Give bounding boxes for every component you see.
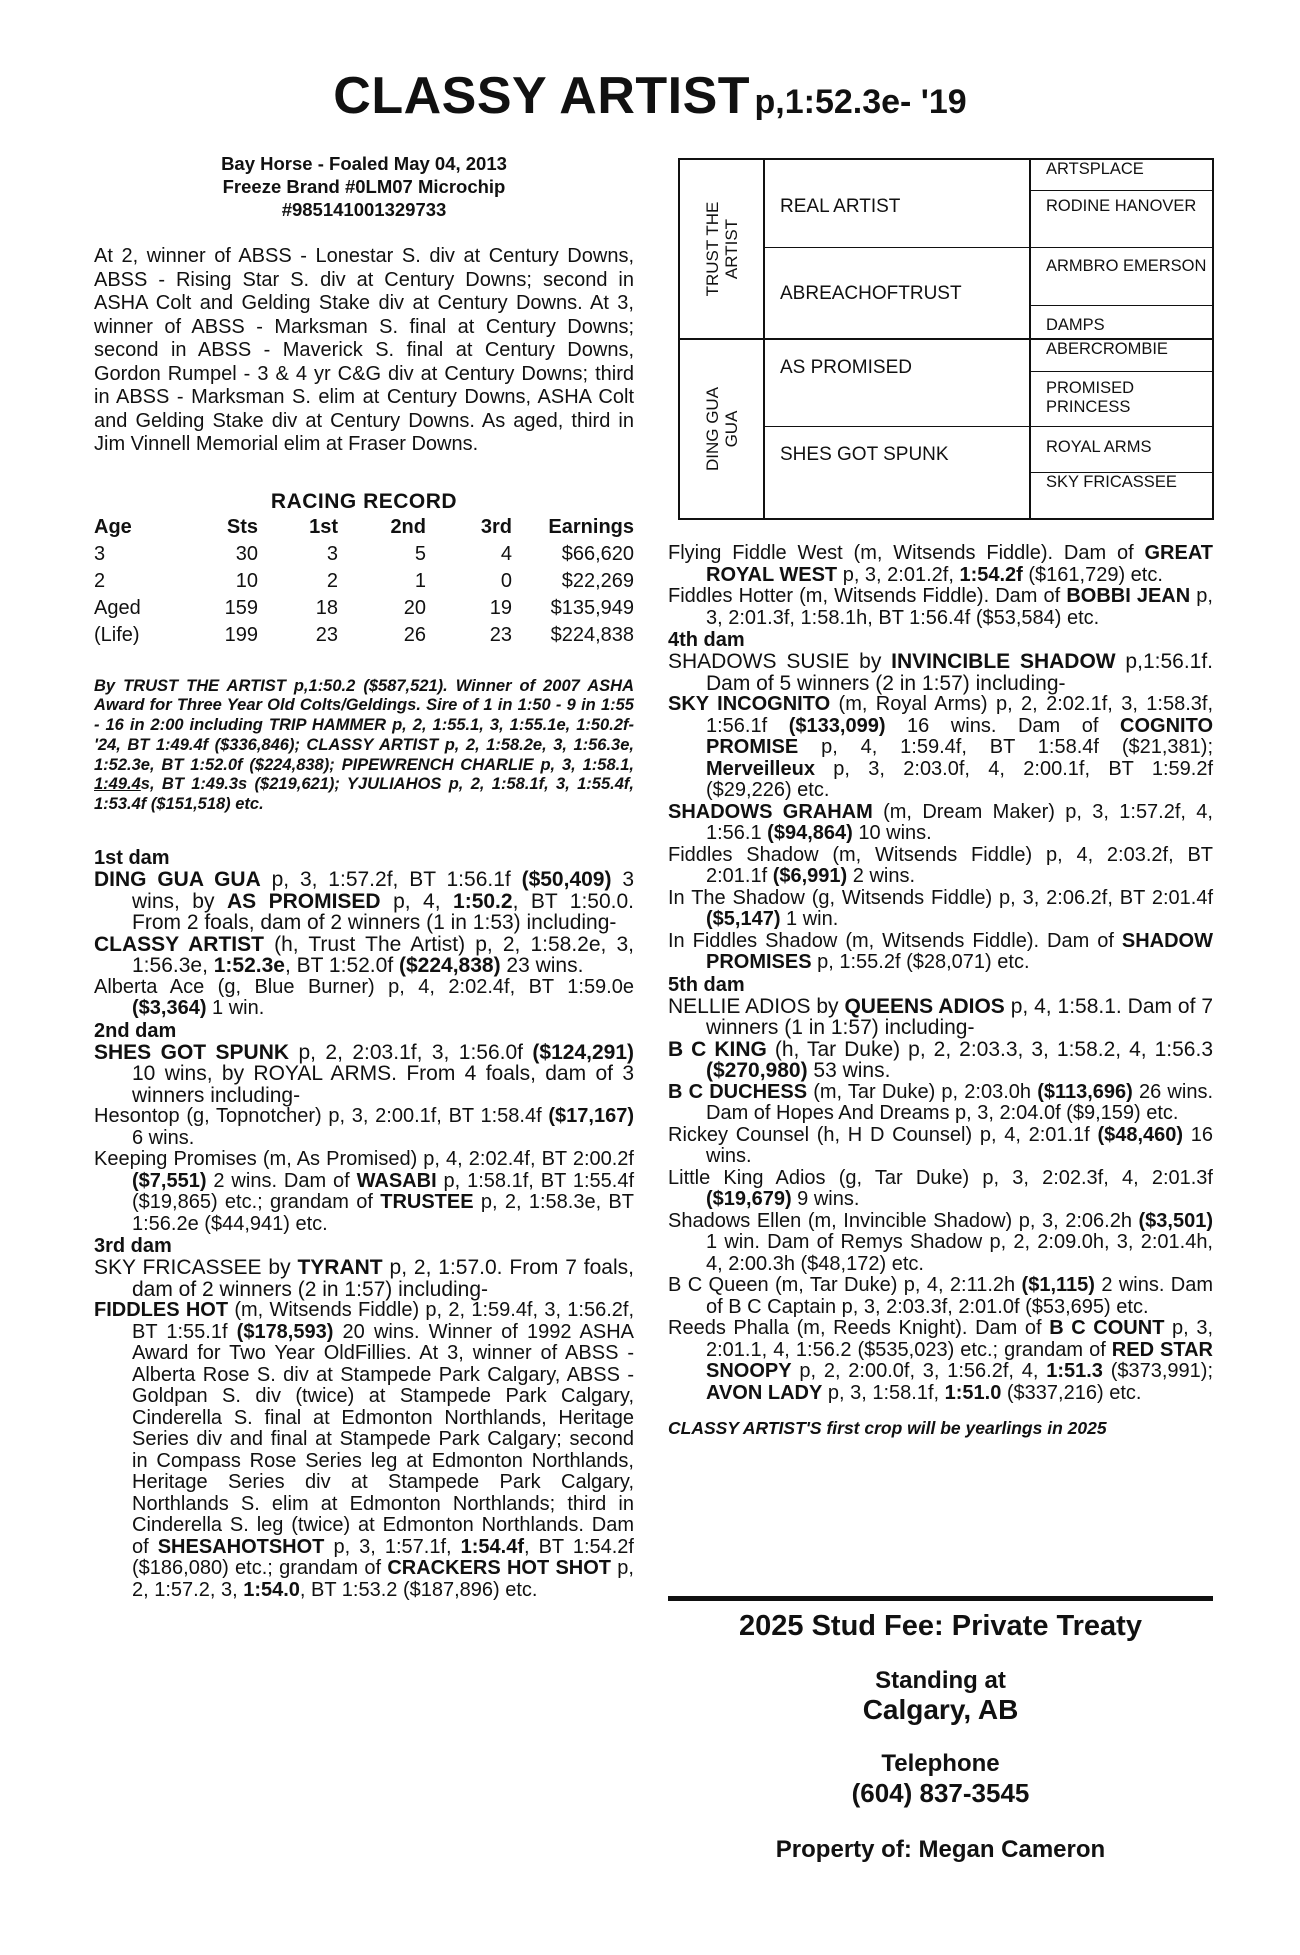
cell: 199 — [224, 623, 258, 646]
text: p, 3, 1:57.2f, BT 1:56.1f — [260, 868, 522, 892]
col-first: 1st — [309, 515, 338, 538]
cell: 3 — [94, 542, 106, 565]
dam-heading: 3rd dam — [94, 1235, 172, 1258]
text: ($337,216) etc. — [1001, 1381, 1142, 1404]
pedigree-sire: TRUST THE ARTIST — [703, 201, 741, 297]
horse-name: CLASSY ARTIST — [333, 67, 751, 125]
text: p, 4, 1:59.4f, BT 1:58.4f ($21,381); — [798, 736, 1213, 758]
foal-entry — [94, 1300, 634, 1601]
pedigree-g4-cell — [765, 427, 1031, 518]
cell: 2 — [326, 569, 338, 592]
foal-name: CLASSY ARTIST — [94, 932, 264, 956]
text: p, 3, 2:01.3f, 1:58.1h, BT 1:56.4f ($53,584) etc. — [706, 585, 1213, 629]
foal-name: FIDDLES HOT — [94, 1299, 229, 1322]
dam-entry — [94, 1257, 634, 1300]
text: 9 wins. — [791, 1188, 860, 1210]
pedigree-gg-cell — [1031, 248, 1212, 306]
cell: 18 — [315, 596, 338, 619]
pedigree-gg-name: SKY FRICASSEE — [1046, 473, 1177, 491]
earnings: ($17,167) — [548, 1105, 634, 1128]
sire-summary — [94, 677, 634, 816]
cell: Aged — [94, 596, 141, 619]
col-earnings: Earnings — [548, 515, 634, 538]
cell: 2 — [94, 569, 106, 592]
earnings: ($133,099) — [788, 714, 886, 737]
telephone-number: (604) 837-3545 — [851, 1778, 1030, 1808]
foal-entry — [668, 1082, 1213, 1125]
cell: $22,269 — [561, 569, 634, 592]
standing-label: Standing at — [875, 1667, 1006, 1694]
text: p, 2, 2:00.0f, 3, 1:56.2f, 4, — [791, 1360, 1047, 1382]
text: p, 1:55.2f ($28,071) etc. — [811, 951, 1030, 973]
dam-heading: 1st dam — [94, 847, 170, 870]
pedigree-g2-cell — [765, 248, 1031, 340]
pedigree-gg-name: ABERCROMBIE — [1046, 340, 1168, 358]
table-row — [94, 595, 634, 622]
offspring-name: B C COUNT — [1049, 1317, 1165, 1339]
pedigree-dam: DING GUA GUA — [703, 386, 741, 472]
right-column — [668, 543, 1213, 1439]
text: (m, Royal Arms) p, 2, 2:02.1f, 3, 1:58.3f, 1:56.1f — [706, 693, 1214, 737]
earnings: ($6,991) — [772, 865, 848, 887]
dam-heading: 4th dam — [668, 629, 745, 651]
fast-time: 1:54.2f — [959, 563, 1023, 586]
text: , BT 1:54.2f ($186,080) etc.; grandam of — [132, 1535, 634, 1580]
foal-name: SKY INCOGNITO — [668, 693, 831, 715]
fast-time: 1:52.3e — [213, 954, 285, 978]
text: , BT 1:52.0f — [284, 954, 399, 978]
earnings: ($5,147) — [706, 908, 781, 930]
fast-time: 1:51.3 — [1046, 1360, 1103, 1382]
foal-entry — [668, 888, 1213, 931]
text: 2 wins. — [847, 865, 916, 887]
cell: $135,949 — [550, 596, 634, 619]
foal-entry — [668, 1125, 1213, 1168]
fast-time: 1:51.0 — [944, 1381, 1002, 1404]
pedigree-gg-name: ARMBRO EMERSON — [1046, 257, 1207, 275]
offspring-name: BOBBI JEAN — [1066, 585, 1191, 607]
text: p, 3, 2:01.1, 4, 1:56.2 ($535,023) etc.; grandam of — [706, 1317, 1213, 1361]
text: Fiddles Shadow (m, Witsends Fiddle) p, 4, 2:03.2f, BT 2:01.1f — [668, 843, 1213, 887]
foal-entry — [668, 802, 1213, 845]
earnings: ($1,115) — [1021, 1274, 1095, 1296]
earnings: ($178,593) — [236, 1320, 334, 1343]
offspring-name: COGNITO PROMISE — [706, 714, 1213, 758]
earnings: ($124,291) — [532, 1040, 634, 1064]
offspring-name: WASABI — [356, 1169, 437, 1192]
text: p, 3, 2:01.2f, — [837, 563, 960, 586]
foal-entry — [94, 934, 634, 977]
race-summary: At 2, winner of ABSS - Lonestar S. div at Century Downs, ABSS - Rising Star S. div at Century Downs; second in ASHA Colt and Gelding Stake div at Century Downs. At 3, winner of ABSS - Marksman S. final at Century Downs; second in ABSS - Maverick S. final at Century Downs, Gordon Rumpel - 3 & 4 yr C&G div at Century Downs; third in ABSS - Marksman S. elim at Century Downs, ASHA Colt and Gelding Stake div at Century Downs. As aged, third in Jim Vinnell Memorial elim at Fraser Downs. — [94, 245, 634, 455]
col-starts: Sts — [226, 515, 258, 538]
pedigree-grandsire-1: REAL ARTIST — [780, 196, 901, 217]
foal-entry — [668, 1211, 1213, 1276]
cell: (Life) — [94, 623, 140, 646]
earnings: ($7,551) — [132, 1169, 207, 1192]
freeze-brand: Freeze Brand #0LM07 Microchip — [222, 176, 506, 197]
cell: 4 — [500, 542, 512, 565]
text: p,1:56.1f. Dam of 5 winners (2 in 1:57) including- — [706, 650, 1214, 695]
cell: 0 — [500, 569, 512, 592]
offspring-name: SHESAHOTSHOT — [157, 1535, 325, 1558]
foal-entry — [668, 1039, 1213, 1082]
earnings: ($94,864) — [767, 822, 853, 844]
text: 10 wins. — [852, 822, 932, 844]
dam-heading: 5th dam — [668, 973, 745, 996]
cell: 26 — [403, 623, 426, 646]
pedigree-grandsire-2: AS PROMISED — [780, 357, 912, 378]
text: 1 win. Dam of Remys Shadow p, 2, 2:09.0h, 3, 2:01.4h, 4, 2:00.3h ($48,172) etc. — [706, 1231, 1213, 1275]
table-row — [94, 568, 634, 595]
sire-underlined-time: 1:49.4 — [94, 775, 141, 794]
text: , BT 1:53.2 ($187,896) etc. — [299, 1578, 538, 1601]
foal-name: B C DUCHESS — [668, 1080, 808, 1103]
text: 1 win. — [780, 908, 839, 930]
text: SHADOWS SUSIE by — [668, 650, 892, 673]
col-age: Age — [94, 515, 132, 538]
dam-heading: 2nd dam — [94, 1019, 177, 1042]
telephone-label: Telephone — [881, 1750, 1000, 1777]
pedigree-gg-name: ROYAL ARMS — [1046, 438, 1152, 456]
standing-location: Calgary, AB — [862, 1694, 1019, 1725]
table-row — [94, 541, 634, 568]
text: Reeds Phalla (m, Reeds Knight). Dam of — [668, 1317, 1050, 1339]
text: (h, Tar Duke) p, 2, 2:03.3, 3, 1:58.2, 4, 1:56.3 — [766, 1037, 1213, 1061]
foal-entry — [668, 1275, 1213, 1318]
text: Hesontop (g, Topnotcher) p, 3, 2:00.1f, BT 1:58.4f — [94, 1105, 549, 1128]
text: 2 wins. Dam of B C Captain p, 3, 2:03.3f, 2:01.0f ($53,695) etc. — [706, 1274, 1214, 1318]
foal-entry — [668, 1168, 1213, 1211]
text: NELLIE ADIOS by — [668, 994, 845, 1018]
text: (h, Trust The Artist) p, 2, 1:58.2e, 3, 1:56.3e, — [132, 932, 634, 978]
text: 2 wins. Dam of — [206, 1169, 357, 1192]
pedigree-gg-cell — [1031, 306, 1212, 340]
text: 16 wins. — [706, 1123, 1214, 1167]
foal-entry — [94, 1106, 634, 1149]
foal-entry — [668, 1318, 1213, 1404]
cell: 3 — [326, 542, 338, 565]
text: p, 3, 2:03.0f, 4, 2:00.1f, BT 1:59.2f ($29,226) etc. — [706, 757, 1213, 801]
cell: 159 — [224, 596, 258, 619]
earnings: ($224,838) — [398, 954, 501, 978]
earnings: ($3,364) — [132, 997, 207, 1020]
pedigree-dam-cell — [680, 340, 765, 518]
col-second: 2nd — [390, 515, 426, 538]
offspring-name: GREAT ROYAL WEST — [706, 542, 1213, 586]
text: p, 3, 1:58.1f, — [822, 1381, 945, 1404]
pedigree-gg-cell — [1031, 340, 1212, 372]
text: In The Shadow (g, Witsends Fiddle) p, 3, 2:06.2f, BT 2:01.4f — [668, 886, 1213, 909]
earnings: ($3,501) — [1138, 1209, 1213, 1232]
pedigree-g1-cell — [765, 160, 1031, 248]
pedigree-chart — [678, 158, 1214, 520]
racing-record-title: RACING RECORD — [270, 489, 458, 513]
dam-section-1 — [94, 847, 634, 1601]
cell: 10 — [235, 569, 258, 592]
cell: 5 — [414, 542, 426, 565]
pedigree-gg-cell — [1031, 427, 1212, 473]
sire-name: INVINCIBLE SHADOW — [891, 650, 1116, 673]
foal-entry — [668, 694, 1213, 802]
text: ($161,729) etc. — [1022, 563, 1163, 586]
text: 26 wins. Dam of Hopes And Dreams p, 3, 2:04.0f ($9,159) etc. — [706, 1080, 1213, 1124]
cell: $224,838 — [550, 623, 634, 646]
text: p, 3, 1:57.1f, — [324, 1535, 461, 1558]
foal-name: B C KING — [668, 1037, 767, 1061]
foal-entry — [668, 845, 1213, 888]
horse-record: p,1:52.3e- '19 — [754, 83, 967, 121]
owner: Property of: Megan Cameron — [775, 1836, 1106, 1863]
text: Flying Fiddle West (m, Witsends Fiddle). Dam of — [668, 542, 1145, 564]
dam-entry — [94, 869, 634, 934]
dam-entry — [94, 1042, 634, 1107]
pedigree-sire-cell — [680, 160, 765, 340]
fast-time: 1:54.4f — [460, 1535, 524, 1558]
dam-name: DING GUA GUA — [94, 868, 261, 892]
text: p, 2, 2:03.1f, 3, 1:56.0f — [289, 1040, 533, 1064]
foal-entry — [668, 543, 1213, 586]
cell: $66,620 — [561, 542, 634, 565]
text: 1 win. — [206, 997, 265, 1020]
racing-record-table — [94, 514, 634, 649]
col-third: 3rd — [480, 515, 512, 538]
cell: 1 — [414, 569, 426, 592]
pedigree-gg-cell — [1031, 372, 1212, 427]
offspring-name: RED STAR SNOOPY — [706, 1338, 1213, 1382]
text: 6 wins. — [132, 1126, 195, 1149]
sire-name: TYRANT — [297, 1256, 383, 1280]
text: 53 wins. — [807, 1059, 891, 1082]
sire-text-cont: s, BT 1:49.3s ($219,621); YJULIAHOS p, 2, 1:58.1f, 3, 1:55.4f, 1:53.4f ($151,518) etc. — [94, 775, 634, 814]
pedigree-g3-cell — [765, 340, 1031, 427]
racing-record-header — [94, 514, 634, 541]
text: p, 2, 1:57.2, 3, — [132, 1557, 634, 1601]
sire-text: By TRUST THE ARTIST p,1:50.2 ($587,521). Winner of 2007 ASHA Award for Three Year Old Colts/Geldings. Sire of 1 in 1:50 - 9 in 1:55 - 16 in 2:00 including TRIP HAMMER p, 2, 1:55.1, 3, 1:55.1e, 1:50.2f- '24, BT 1:49.4f ($336,846); CLASSY ARTIST p, 2, 1:58.2e, 3, 1:56.3e, 1:52.3e, BT 1:52.0f ($224,838); PIPEWRENCH CHARLIE p, 3, 1:58.1, — [94, 676, 634, 774]
text: Keeping Promises (m, As Promised) p, 4, 2:02.4f, BT 2:00.2f — [94, 1148, 634, 1171]
text: (m, Dream Maker) p, 3, 1:57.2f, 4, 1:56.1 — [706, 800, 1213, 844]
fast-time: 1:54.0 — [243, 1578, 300, 1601]
dam-entry — [668, 651, 1213, 694]
pedigree-gg-name: PROMISED PRINCESS — [1046, 379, 1135, 416]
text: SKY FRICASSEE by — [94, 1256, 298, 1280]
left-column — [94, 152, 634, 1601]
dam-name: SHES GOT SPUNK — [94, 1040, 290, 1064]
cell: 23 — [489, 623, 512, 646]
table-row — [94, 622, 634, 649]
offspring-name: SHADOW PROMISES — [706, 929, 1213, 973]
fast-time: 1:50.2 — [453, 889, 513, 913]
text: p, 2, 1:57.0. From 7 foals, dam of 2 winners (2 in 1:57) including- — [132, 1256, 634, 1301]
offspring-name: Merveilleux — [706, 757, 815, 780]
earnings: ($50,409) — [521, 868, 612, 892]
text: Little King Adios (g, Tar Duke) p, 3, 2:02.3f, 4, 2:01.3f — [668, 1166, 1213, 1189]
pedigree-gg-cell — [1031, 160, 1212, 191]
pedigree-gg-name: DAMPS — [1046, 316, 1105, 334]
earnings: ($113,696) — [1037, 1080, 1133, 1103]
offspring-name: AVON LADY — [706, 1381, 823, 1404]
foaling-info: Bay Horse - Foaled May 04, 2013 — [221, 153, 507, 174]
text: (m, Tar Duke) p, 2:03.0h — [807, 1080, 1038, 1103]
microchip: #985141001329733 — [281, 199, 447, 220]
stud-fee: 2025 Stud Fee: Private Treaty — [739, 1610, 1142, 1642]
foal-entry — [668, 931, 1213, 974]
text: Shadows Ellen (m, Invincible Shadow) p, 3, 2:06.2h — [668, 1209, 1139, 1232]
cell: 19 — [489, 596, 512, 619]
cell: 20 — [403, 596, 426, 619]
text: Fiddles Hotter (m, Witsends Fiddle). Dam of — [668, 585, 1067, 607]
cell: 23 — [315, 623, 338, 646]
text: In Fiddles Shadow (m, Witsends Fiddle). Dam of — [668, 929, 1122, 952]
text: (m, Witsends Fiddle) p, 2, 1:59.4f, 3, 1:56.2f, BT 1:55.1f — [132, 1299, 634, 1343]
pedigree-gg-cell — [1031, 191, 1212, 248]
text: , BT 1:50.0. From 2 foals, dam of 2 winners (1 in 1:53) including- — [132, 889, 634, 935]
offspring-name: CRACKERS HOT SHOT — [387, 1557, 612, 1580]
text: 16 wins. Dam of — [885, 714, 1121, 737]
stud-info — [668, 1610, 1213, 1864]
text: 10 wins, by ROYAL ARMS. From 4 foals, dam of 3 winners including- — [132, 1062, 634, 1107]
text: B C Queen (m, Tar Duke) p, 4, 2:11.2h — [668, 1274, 1022, 1296]
text: Alberta Ace (g, Blue Burner) p, 4, 2:02.4f, BT 1:59.0e — [94, 975, 634, 998]
text: 20 wins. Winner of 1992 ASHA Award for Two Year OldFillies. At 3, winner of ABSS - Alberta Rose S. div at Stampede Park Calgary, ABSS - Goldpan S. div (twice) at Stampede Park Calgary, Cinderella S. final at Edmonton Northlands, Heritage Series div and final at Stampede Park Calgary; second in Compass Rose Series leg at Edmonton Northlands, Heritage Series div at Stampede Park Calgary, Northlands S. elim at Edmonton Northlands; third in Cinderella S. leg (twice) at Edmonton Northlands. Dam of — [132, 1320, 634, 1558]
text: p, 4, — [380, 889, 454, 913]
text: ($373,991); — [1102, 1360, 1213, 1382]
text: p, 1:58.1f, BT 1:55.4f ($19,865) etc.; grandam of — [132, 1169, 634, 1214]
pedigree-gg-name: RODINE HANOVER — [1046, 197, 1197, 215]
identification — [94, 152, 634, 221]
offspring-name: TRUSTEE — [380, 1191, 474, 1214]
foal-entry — [94, 977, 634, 1020]
text: Rickey Counsel (h, H D Counsel) p, 4, 2:01.1f — [668, 1123, 1098, 1146]
text: p, 4, 1:58.1. Dam of 7 winners (1 in 1:57) including- — [706, 994, 1214, 1039]
text: 3 wins, by — [132, 868, 635, 913]
divider — [668, 1596, 1213, 1601]
page-title — [0, 66, 1300, 126]
pedigree-granddam-1: ABREACHOFTRUST — [780, 283, 962, 304]
earnings: ($48,460) — [1097, 1123, 1184, 1146]
text: 23 wins. — [500, 954, 584, 978]
text: p, 2, 1:58.3e, BT 1:56.2e ($44,941) etc. — [132, 1191, 634, 1235]
earnings: ($19,679) — [706, 1188, 792, 1210]
dam-entry — [668, 996, 1213, 1039]
earnings: ($270,980) — [706, 1059, 808, 1082]
pedigree-gg-name: ARTSPLACE — [1046, 160, 1144, 178]
crop-note: CLASSY ARTIST'S first crop will be yearlings in 2025 — [668, 1418, 1107, 1438]
sire-name: AS PROMISED — [226, 889, 381, 913]
cell: 30 — [235, 542, 258, 565]
pedigree-granddam-2: SHES GOT SPUNK — [780, 444, 949, 465]
pedigree-gg-cell — [1031, 473, 1212, 518]
sire-name: QUEENS ADIOS — [844, 994, 1005, 1018]
foal-name: SHADOWS GRAHAM — [668, 800, 873, 823]
foal-entry — [668, 586, 1213, 629]
foal-entry — [94, 1149, 634, 1235]
